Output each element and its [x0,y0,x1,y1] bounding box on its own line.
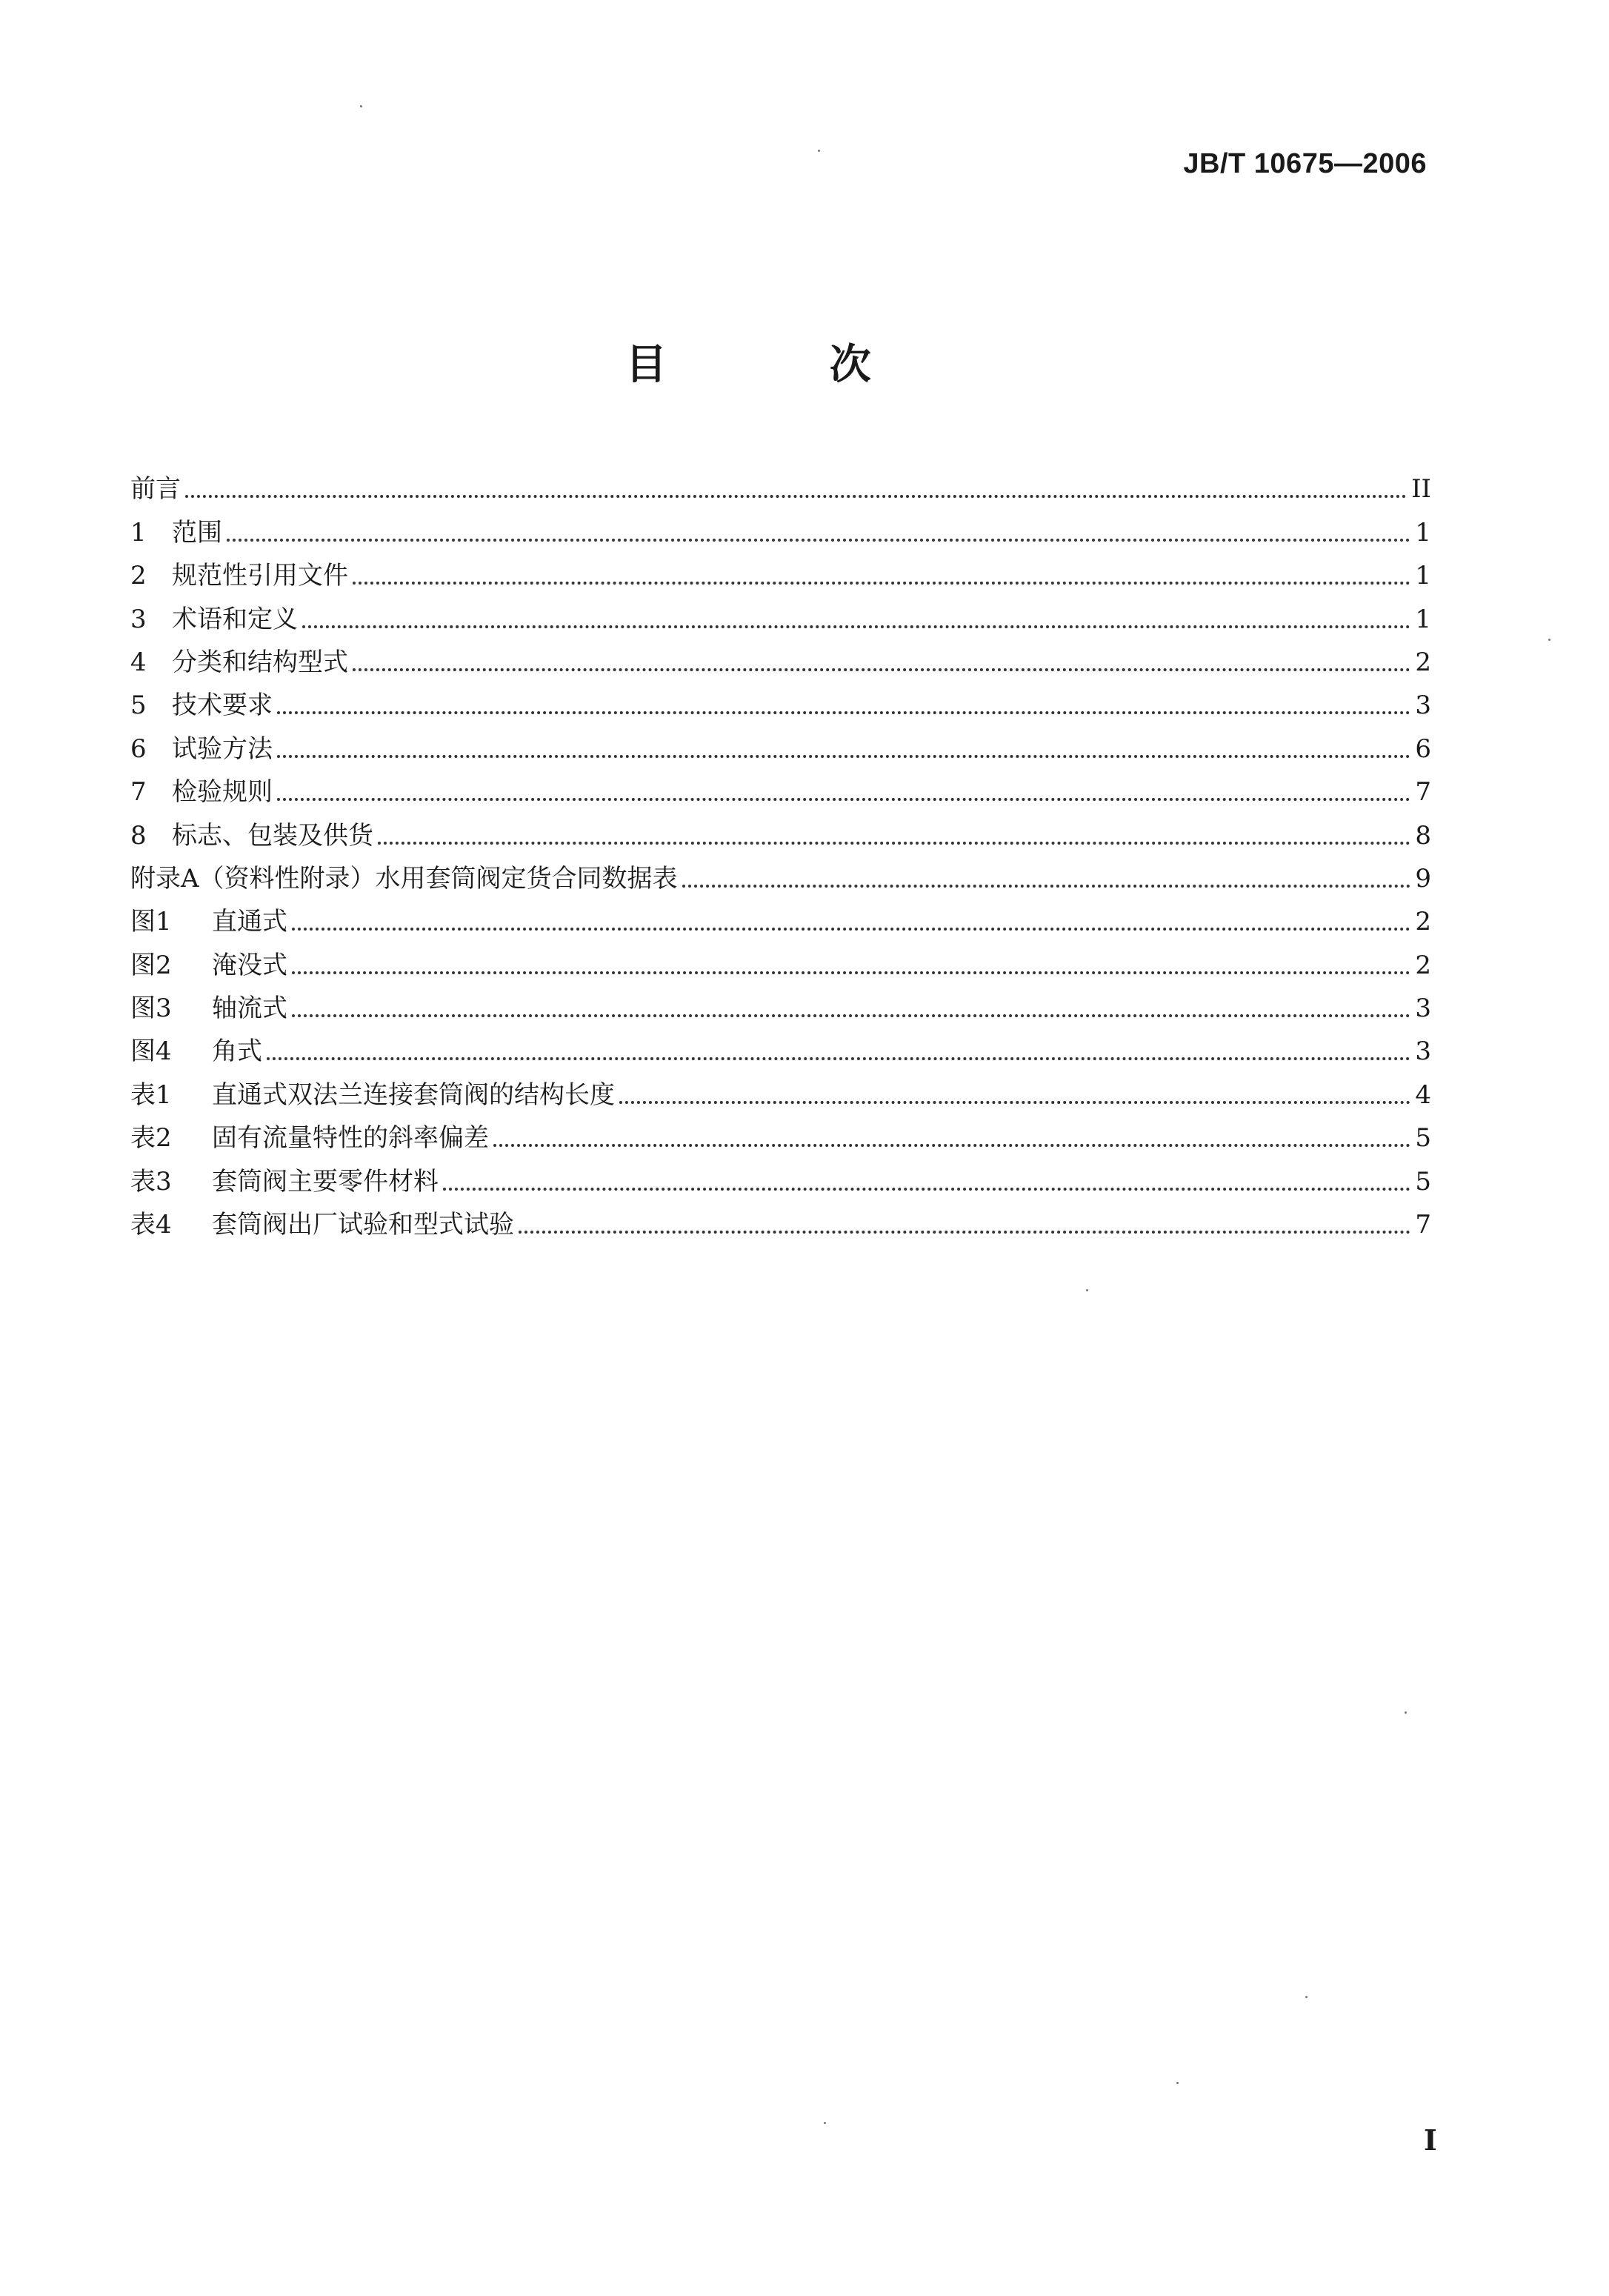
toc-entry-number: 2 [130,561,147,591]
dot-leader [227,539,1410,542]
dot-leader [443,1188,1410,1191]
toc-entry-page: 5 [1415,1123,1431,1154]
dot-leader [292,1014,1410,1017]
toc-entry-number: 图3 [130,994,172,1024]
toc-entry-number: 表2 [130,1123,172,1154]
toc-entry-number: 4 [130,647,147,677]
toc-entry-number: 表1 [130,1079,172,1110]
toc-entry-text: 套筒阀出厂试验和型式试验 [212,1210,514,1240]
scan-speck [1086,1289,1088,1291]
toc-entry-page: 8 [1415,820,1431,851]
toc-entry-page: 1 [1415,604,1431,634]
toc-entry-appendix-a[interactable] [130,851,1431,894]
toc-entry-number: 3 [130,604,147,634]
page-number: I [1424,2123,1437,2157]
toc-entry-number: 7 [130,777,147,808]
dot-leader [277,755,1410,758]
dot-leader [292,971,1410,974]
scan-speck [1548,639,1550,641]
toc-entry-number: 图2 [130,950,172,980]
toc-entry-text: 检验规则 [172,777,273,808]
toc-entry-text: 试验方法 [172,733,273,764]
toc-entry-page: 1 [1415,517,1431,548]
dot-leader [277,798,1410,801]
toc-entry-number: 1 [130,517,147,548]
dot-leader [267,1057,1410,1060]
dot-leader [277,711,1410,714]
toc-entry-page: 3 [1415,994,1431,1024]
dot-leader [292,928,1410,931]
toc-entry-section-6[interactable] [130,720,1431,763]
scan-speck [1405,1711,1407,1714]
toc-entry-table-1[interactable] [130,1066,1431,1109]
toc-entry-section-5[interactable] [130,677,1431,720]
dot-leader [519,1231,1410,1234]
scan-speck [1176,2082,1179,2084]
toc-entry-text: 技术要求 [172,691,273,721]
toc-title: 目 次 [625,341,945,389]
toc-entry-page: 7 [1415,1210,1431,1240]
toc-entry-page: 2 [1415,950,1431,980]
toc-entry-page: 4 [1415,1079,1431,1110]
scan-speck [818,150,820,152]
toc-entry-text: 套筒阀主要零件材料 [212,1166,439,1197]
toc-entry-figure-1[interactable] [130,894,1431,936]
table-of-contents [130,461,1431,1239]
toc-entry-figure-2[interactable] [130,936,1431,979]
toc-entry-number: 8 [130,820,147,851]
toc-entry-section-8[interactable] [130,807,1431,850]
toc-entry-number: 图1 [130,907,172,937]
toc-entry-foreword[interactable] [130,461,1431,504]
toc-entry-text: 直通式双法兰连接套筒阀的结构长度 [212,1079,615,1110]
toc-entry-text: 标志、包装及供货 [172,820,373,851]
toc-entry-page: II [1411,474,1431,505]
toc-entry-page: 3 [1415,691,1431,721]
toc-entry-number: 图4 [130,1036,172,1067]
toc-entry-section-3[interactable] [130,590,1431,633]
toc-entry-page: 2 [1415,907,1431,937]
toc-entry-text: 淹没式 [212,950,287,980]
toc-entry-text: 规范性引用文件 [172,561,348,591]
toc-entry-text: 轴流式 [212,994,287,1024]
document-code: JB/T 10675—2006 [1183,148,1427,179]
toc-entry-table-3[interactable] [130,1153,1431,1196]
toc-entry-section-1[interactable] [130,504,1431,547]
toc-entry-page: 5 [1415,1166,1431,1197]
toc-entry-page: 9 [1415,863,1431,894]
toc-entry-figure-3[interactable] [130,980,1431,1023]
dot-leader [353,668,1410,671]
toc-entry-text: 固有流量特性的斜率偏差 [212,1123,489,1154]
dot-leader [353,582,1410,585]
toc-entry-text: 附录A（资料性附录）水用套筒阀定货合同数据表 [130,863,678,894]
scan-speck [360,105,362,107]
toc-entry-page: 6 [1415,733,1431,764]
toc-entry-text: 前言 [130,474,181,505]
toc-entry-page: 7 [1415,777,1431,808]
toc-entry-section-4[interactable] [130,634,1431,677]
scan-speck [824,2122,826,2124]
toc-entry-page: 3 [1415,1036,1431,1067]
toc-entry-table-4[interactable] [130,1197,1431,1239]
toc-entry-text: 直通式 [212,907,287,937]
toc-entry-page: 2 [1415,647,1431,677]
toc-entry-number: 表4 [130,1210,172,1240]
dot-leader [302,625,1410,628]
toc-entry-figure-4[interactable] [130,1023,1431,1066]
toc-entry-section-2[interactable] [130,548,1431,590]
dot-leader [682,885,1411,888]
toc-entry-text: 角式 [212,1036,262,1067]
dot-leader [493,1144,1410,1147]
toc-entry-number: 表3 [130,1166,172,1197]
toc-entry-section-7[interactable] [130,764,1431,807]
dot-leader [185,495,1407,498]
toc-entry-page: 1 [1415,561,1431,591]
dot-leader [378,842,1410,845]
toc-entry-text: 术语和定义 [172,604,298,634]
toc-entry-text: 分类和结构型式 [172,647,348,677]
dot-leader [619,1101,1410,1104]
toc-entry-number: 6 [130,733,147,764]
scan-speck [1305,1996,1307,1998]
toc-entry-table-2[interactable] [130,1110,1431,1153]
toc-entry-number: 5 [130,691,147,721]
toc-entry-text: 范围 [172,517,222,548]
